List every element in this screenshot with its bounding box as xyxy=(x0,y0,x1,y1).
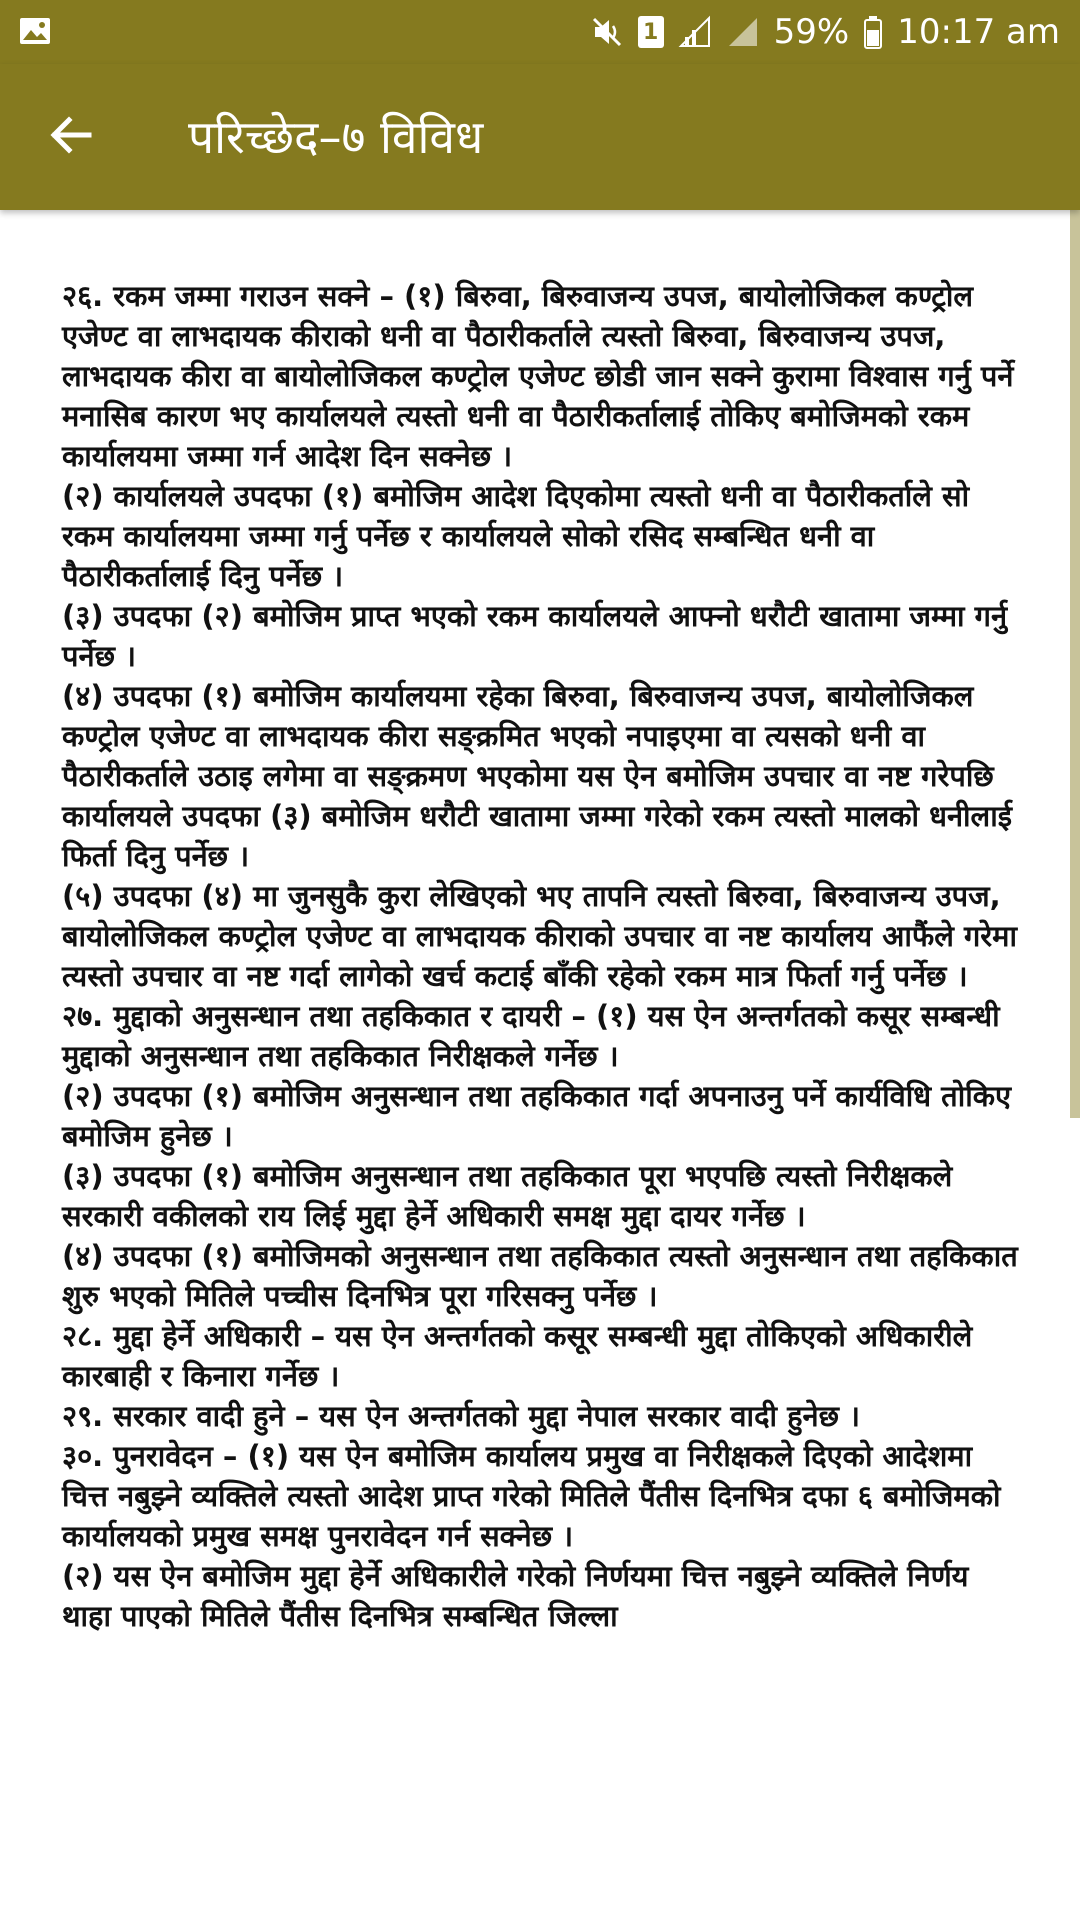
paragraph-29: २९. सरकार वादी हुने – यस ऐन अन्तर्गतको मुद्दा नेपाल सरकार वादी हुनेछ । xyxy=(62,1399,860,1433)
paragraph-30-1: ३०. पुनरावेदन – (१) यस ऐन बमोजिम कार्यालय प्रमुख वा निरीक्षकले दिएको आदेशमा चित्त नबुझ्ने व्यक्तिले त्यस्तो आदेश प्राप्त गरेको मितिले पैंतीस दिनभित्र दफा ६ बमोजिमको कार्यालयको प्रमुख समक्ष पुनरावेदन गर्न सक्नेछ । xyxy=(62,1439,1001,1553)
mute-icon xyxy=(590,15,624,49)
status-icons xyxy=(590,0,1060,64)
battery-icon xyxy=(863,15,883,49)
paragraph-28: २८. मुद्दा हेर्ने अधिकारी – यस ऐन अन्तर्गतको कसूर सम्बन्धी मुद्दा तोकिएको अधिकारीले कारबाही र किनारा गर्नेछ । xyxy=(62,1319,973,1393)
paragraph-26-2: (२) कार्यालयले उपदफा (१) बमोजिम आदेश दिएकोमा त्यस्तो धनी वा पैठारीकर्ताले सो रकम कार्यालयमा जम्मा गर्नु पर्नेछ र कार्यालयले सोको रसिद सम्बन्धित धनी वा पैठारीकर्तालाई दिनु पर्नेछ । xyxy=(62,479,970,593)
signal-weak-icon xyxy=(726,15,760,49)
paragraph-27-4: (४) उपदफा (१) बमोजिमको अनुसन्धान तथा तहकिकात त्यस्तो अनुसन्धान तथा तहकिकात शुरु भएको मितिले पच्चीस दिनभित्र पूरा गरिसक्नु पर्नेछ । xyxy=(62,1239,1018,1313)
back-button[interactable] xyxy=(40,107,100,167)
battery-percent: 59% xyxy=(773,12,850,52)
paragraph-26-1: २६. रकम जम्मा गराउन सक्ने – (१) बिरुवा, बिरुवाजन्य उपज, बायोलोजिकल कण्ट्रोल एजेण्ट वा लाभदायक कीराको धनी वा पैठारीकर्ताले त्यस्तो बिरुवा, बिरुवाजन्य उपज, लाभदायक कीरा वा बायोलोजिकल कण्ट्रोल एजेण्ट छोडी जान सक्ने कुरामा विश्वास गर्नु पर्ने मनासिब कारण भए कार्यालयले त्यस्तो धनी वा पैठारीकर्तालाई तोकिए बमोजिमको रकम कार्यालयमा जम्मा गर्न आदेश दिन सक्नेछ । xyxy=(62,279,1014,473)
paragraph-26-4: (४) उपदफा (१) बमोजिम कार्यालयमा रहेका बिरुवा, बिरुवाजन्य उपज, बायोलोजिकल कण्ट्रोल एजेण्ट वा लाभदायक कीरा सङ्क्रमित भएको नपाइएमा वा त्यसको धनी वा पैठारीकर्ताले उठाइ लगेमा वा सङ्क्रमण भएकोमा यस ऐन बमोजिम उपचार वा नष्ट गरेपछि कार्यालयले उपदफा (३) बमोजिम धरौटी खातामा जम्मा गरेको रकम त्यस्तो मालको धनीलाई फिर्ता दिनु पर्नेछ । xyxy=(62,679,1012,873)
paragraph-26-5: (५) उपदफा (४) मा जुनसुकै कुरा लेखिएको भए तापनि त्यस्तो बिरुवा, बिरुवाजन्य उपज, बायोलोजिकल कण्ट्रोल एजेण्ट वा लाभदायक कीराको उपचार वा नष्ट कार्यालय आफैंले गरेमा त्यस्तो उपचार वा नष्ट गर्दा लागेको खर्च कटाई बाँकी रहेको रकम मात्र फिर्ता गर्नु पर्नेछ । xyxy=(62,879,1017,993)
arrow-left-icon xyxy=(47,112,93,162)
paragraph-30-2: (२) यस ऐन बमोजिम मुद्दा हेर्ने अधिकारीले गरेको निर्णयमा चित्त नबुझ्ने व्यक्तिले निर्णय थाहा पाएको मितिले पैंतीस दिनभित्र सम्बन्धित जिल्ला xyxy=(62,1559,969,1633)
status-bar xyxy=(0,0,1080,64)
scrollbar[interactable] xyxy=(1070,210,1080,1118)
paragraph-27-1: २७. मुद्दाको अनुसन्धान तथा तहकिकात र दायरी – (१) यस ऐन अन्तर्गतको कसूर सम्बन्धी मुद्दाको अनुसन्धान तथा तहकिकात निरीक्षकले गर्नेछ । xyxy=(62,999,1000,1073)
paragraph-27-2: (२) उपदफा (१) बमोजिम अनुसन्धान तथा तहकिकात गर्दा अपनाउनु पर्ने कार्यविधि तोकिए बमोजिम हुनेछ । xyxy=(62,1079,1012,1153)
signal-icon xyxy=(678,15,712,49)
paragraph-26-3: (३) उपदफा (२) बमोजिम प्राप्त भएको रकम कार्यालयले आफ्नो धरौटी खातामा जम्मा गर्नु पर्नेछ । xyxy=(62,599,1008,673)
app-bar xyxy=(0,64,1080,210)
page-title: परिच्छेद–७ विविध xyxy=(188,110,484,164)
image-notification-icon xyxy=(18,14,52,48)
content-body[interactable] xyxy=(62,276,1022,1636)
paragraph-27-3: (३) उपदफा (१) बमोजिम अनुसन्धान तथा तहकिकात पूरा भएपछि त्यस्तो निरीक्षकले सरकारी वकीलको राय लिई मुद्दा हेर्ने अधिकारी समक्ष मुद्दा दायर गर्नेछ । xyxy=(62,1159,953,1233)
clock: 10:17 am xyxy=(897,12,1060,52)
sim-slot-badge: 1 xyxy=(638,16,664,48)
